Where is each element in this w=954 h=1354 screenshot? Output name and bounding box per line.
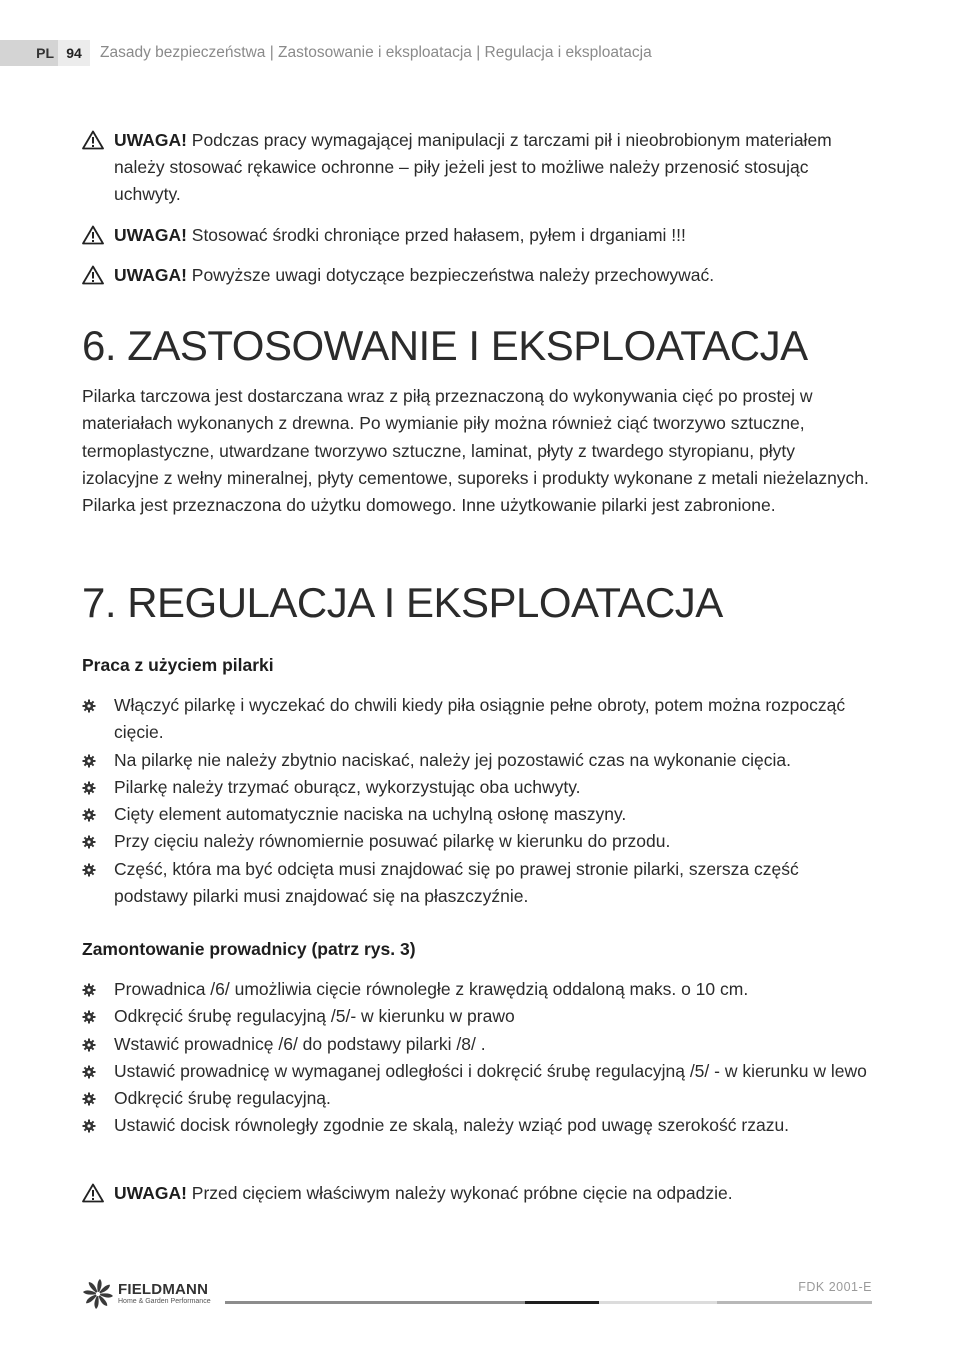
list-item — [82, 1112, 872, 1139]
list-item — [82, 1058, 872, 1085]
warning-body: Powyższe uwagi dotyczące bezpieczeństwa należy przechowywać. — [186, 265, 715, 285]
list-item-text: Ustawić docisk równoległy zgodnie ze skalą, należy wziąć pod uwagę szerokość rzazu. — [114, 1115, 790, 1136]
gear-bullet-icon — [82, 808, 96, 822]
instruction-list — [82, 692, 872, 910]
warning-body: Podczas pracy wymagającej manipulacji z tarczami pił i nieobrobionym materiałem należy stosować rękawice ochronne – piły jeżeli jest to możliwe należy przenosić stosując uchwyty. — [114, 130, 832, 204]
section-6-body: Pilarka tarczowa jest dostarczana wraz z piłą przeznaczoną do wykonywania cięć po prostej w materiałach wykonanych z drewna. Po wymianie piły można również ciąć tworzywo sztuczne, termoplastyczne, utwardzane tworzywo sztuczne, laminat, płyty z twardego styropianu, płyty izolacyjne z wełny mineralnej, płyty cementowe, suporeks i produkty wykonane z metali nieżelaznych. Pilarka jest przeznaczona do użytku domowego. Inne użytkowanie pilarki jest zabronione. — [82, 386, 869, 516]
fieldmann-logo-icon — [82, 1278, 114, 1310]
footer-rule — [225, 1301, 525, 1304]
list-item-text: Prowadnica /6/ umożliwia cięcie równoległe z krawędzią oddaloną maks. o 10 cm. — [114, 979, 749, 999]
warning-label: UWAGA! — [114, 1183, 187, 1203]
list-item — [82, 774, 872, 801]
list-item-text: Wstawić prowadnicę /6/ do podstawy pilarki /8/ . — [114, 1033, 486, 1054]
list-item-text: Odkręcić śrubę regulacyjną /5/- w kierunku w prawo — [114, 1006, 515, 1027]
footer-rule — [717, 1301, 872, 1304]
list-item — [82, 747, 872, 774]
language-tab: PL — [0, 40, 58, 66]
warning-text — [114, 127, 872, 208]
gear-bullet-icon — [82, 1092, 96, 1106]
footer-rule — [525, 1301, 599, 1304]
warning-body: Stosować środki chroniące przed hałasem, pyłem i drganiami !!! — [186, 225, 686, 245]
gear-bullet-icon — [82, 1038, 96, 1052]
list-item — [82, 1003, 872, 1030]
list-item-text: Pilarkę należy trzymać oburącz, wykorzystując oba uchwyty. — [114, 776, 581, 797]
warning-label: UWAGA! — [114, 225, 187, 245]
list-item-text: Ustawić prowadnicę w wymaganej odległości i dokręcić śrubę regulacyjną /5/ - w kierunku w lewo — [114, 1060, 867, 1081]
gear-bullet-icon — [82, 1010, 96, 1024]
warning-block — [82, 222, 872, 249]
gear-bullet-icon — [82, 835, 96, 849]
warning-body: Przed cięciem właściwym należy wykonać próbne cięcie na odpadzie. — [186, 1183, 733, 1203]
section-6-title: 6. ZASTOSOWANIE I EKSPLOATACJA — [82, 322, 808, 369]
list-item-text: Część, która ma być odcięta musi znajdować się po prawej stronie pilarki, szersza część podstawy pilarki musi znajdować się na płaszczyźnie. — [114, 858, 799, 907]
section-7-title: 7. REGULACJA I EKSPLOATACJA — [82, 579, 723, 626]
list-item-text: Odkręcić śrubę regulacyjną. — [114, 1088, 331, 1109]
list-item — [82, 828, 872, 855]
list-item — [82, 1031, 872, 1058]
list-item-text: Włączyć pilarkę i wyczekać do chwili kiedy piła osiągnie pełne obroty, potem można rozpocząć cięcie. — [114, 695, 846, 743]
list-item — [82, 976, 872, 1003]
logo-name: FIELDMANN — [118, 1281, 209, 1298]
list-item — [82, 1085, 872, 1112]
instruction-list — [82, 976, 872, 1140]
warning-text — [114, 1180, 872, 1207]
gear-bullet-icon — [82, 781, 96, 795]
gear-bullet-icon — [82, 983, 96, 997]
warning-triangle-icon — [82, 225, 104, 245]
list-item-text: Cięty element automatycznie naciska na uchylną osłonę maszyny. — [114, 804, 627, 825]
warning-block — [82, 262, 872, 289]
warning-block — [82, 1180, 872, 1207]
logo-subtitle: Home & Garden Performance — [118, 1298, 211, 1305]
list-item — [82, 856, 872, 911]
gear-bullet-icon — [82, 863, 96, 877]
list-item — [82, 801, 872, 828]
header-title: Zasady bezpieczeństwa | Zastosowanie i eksploatacja | Regulacja i eksploatacja — [100, 44, 652, 61]
warning-label: UWAGA! — [114, 130, 187, 150]
page-header — [0, 40, 652, 66]
gear-bullet-icon — [82, 1119, 96, 1133]
gear-bullet-icon — [82, 699, 96, 713]
brand-logo — [82, 1278, 224, 1310]
warning-triangle-icon — [82, 1183, 104, 1203]
page-number: 94 — [58, 40, 90, 66]
model-number: FDK 2001-E — [798, 1280, 872, 1294]
warning-text — [114, 222, 872, 249]
subsection-heading: Praca z użyciem pilarki — [82, 655, 274, 675]
warning-triangle-icon — [82, 265, 104, 285]
warning-label: UWAGA! — [114, 265, 187, 285]
list-item — [82, 692, 872, 747]
footer-rule — [599, 1301, 717, 1304]
warning-block — [82, 127, 872, 208]
list-item-text: Na pilarkę nie należy zbytnio naciskać, należy jej pozostawić czas na wykonanie cięcia. — [114, 749, 792, 770]
gear-bullet-icon — [82, 1065, 96, 1079]
warning-text — [114, 262, 872, 289]
subsection-heading: Zamontowanie prowadnicy (patrz rys. 3) — [82, 939, 416, 959]
warning-triangle-icon — [82, 130, 104, 150]
list-item-text: Przy cięciu należy równomiernie posuwać pilarkę w kierunku do przodu. — [114, 831, 671, 852]
gear-bullet-icon — [82, 754, 96, 768]
